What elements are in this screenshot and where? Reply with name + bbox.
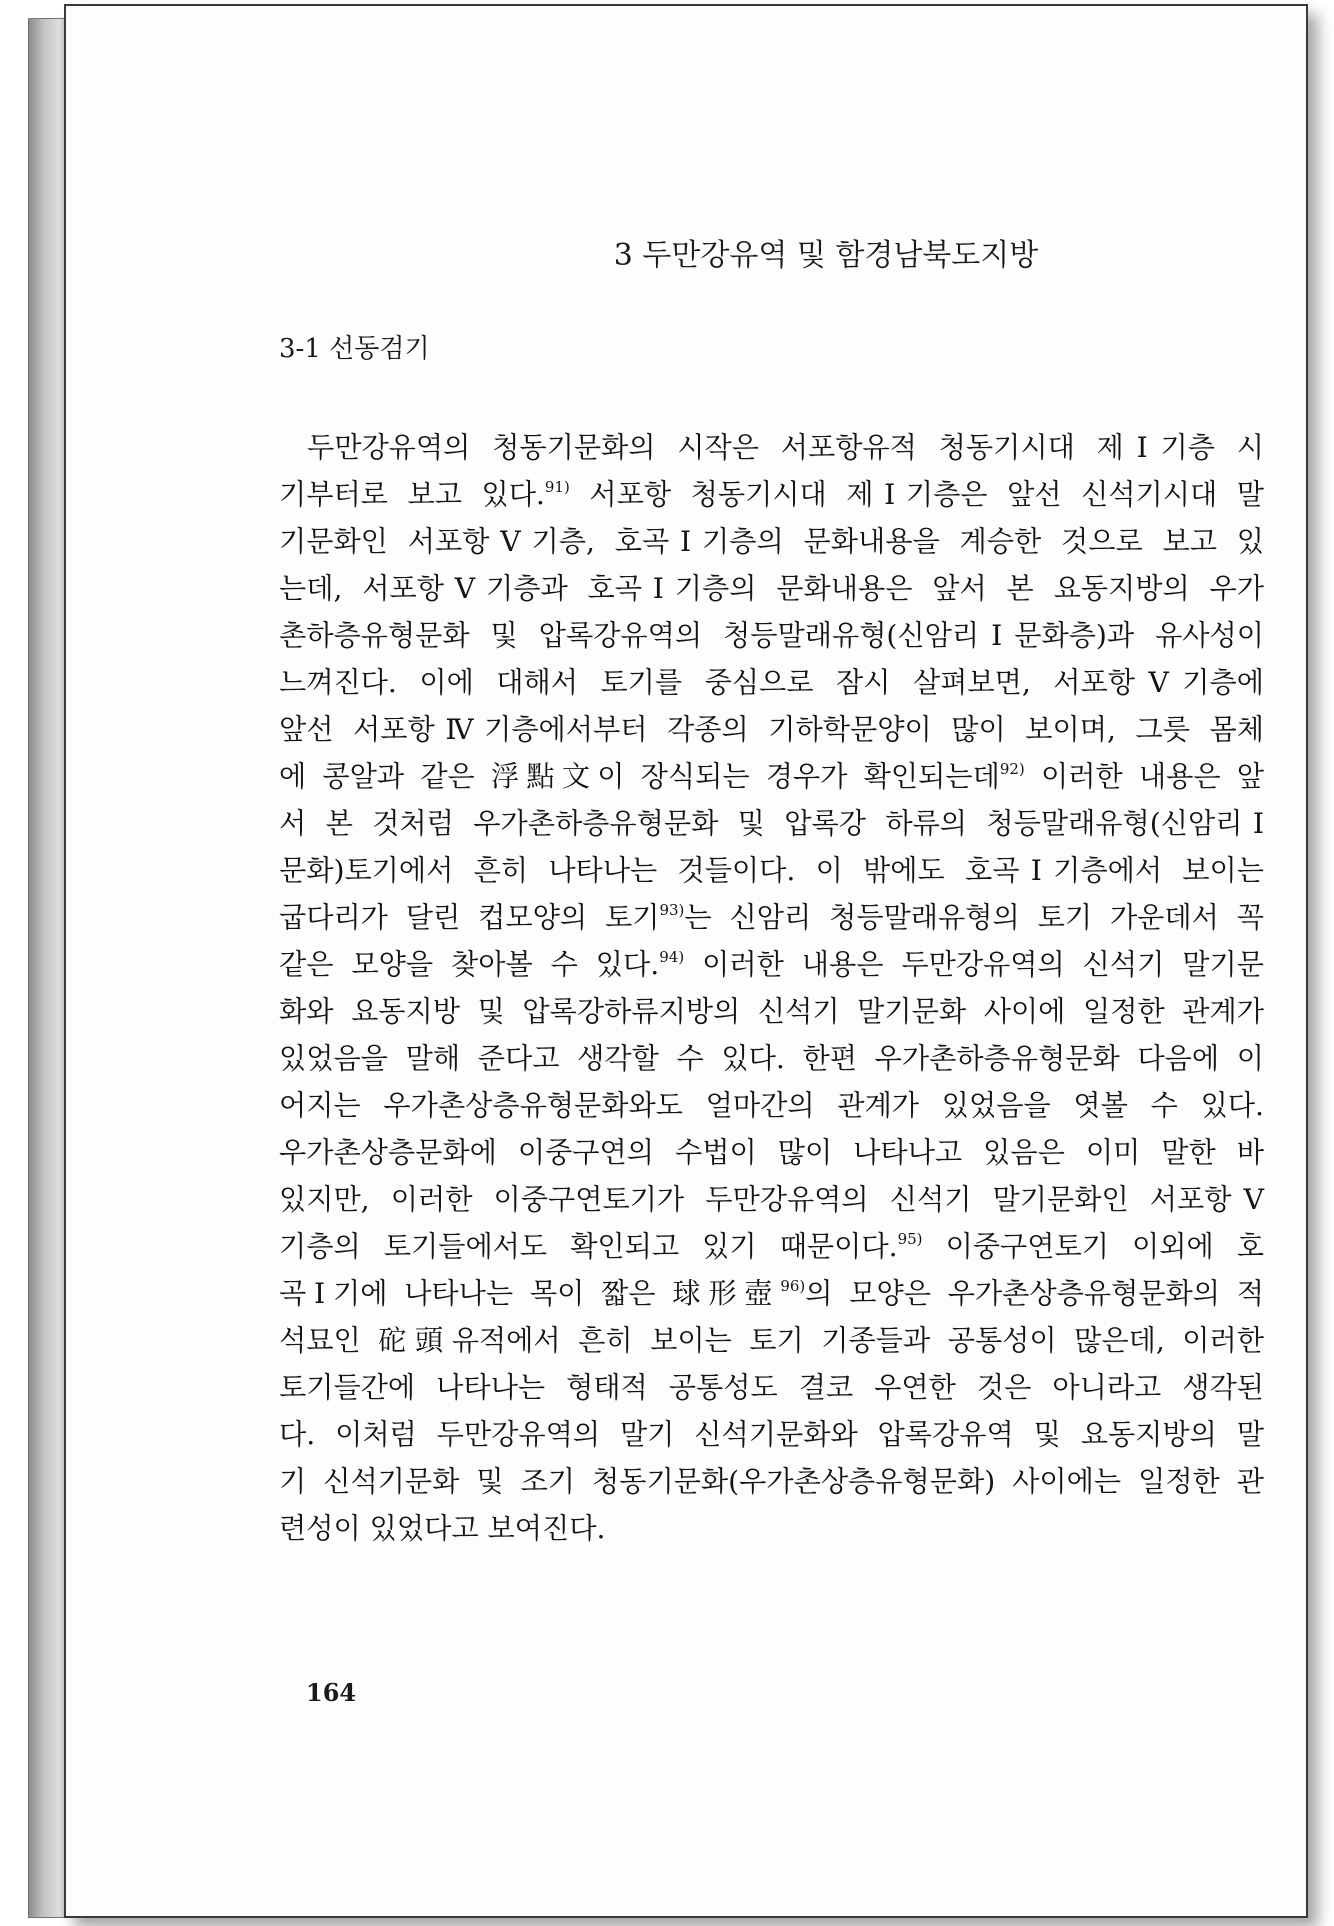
text-line	[279, 659, 1264, 706]
line-text: 기문화인 서포항Ⅴ기층, 호곡Ⅰ기층의 문화내용을 계승한 것으로 보고 있	[279, 525, 1264, 558]
line-text-tail: 의 모양은 우가촌상층유형문화의 적	[805, 1277, 1264, 1310]
text-line	[279, 894, 1264, 941]
text-line	[279, 1458, 1264, 1505]
text-line	[279, 800, 1264, 847]
line-text-tail: 서포항 청동기시대 제Ⅰ기층은 앞선 신석기시대 말	[569, 478, 1264, 511]
page-number: 164	[306, 1678, 357, 1707]
book-scan	[28, 4, 1308, 1916]
book-spine	[28, 18, 68, 1918]
text-line	[279, 1082, 1264, 1129]
text-line	[279, 1270, 1264, 1317]
line-text: 우가촌상층문화에 이중구연의 수법이 많이 나타나고 있음은 이미 말한 바	[279, 1136, 1264, 1169]
line-text: 는데, 서포항Ⅴ기층과 호곡Ⅰ기층의 문화내용은 앞서 본 요동지방의 우가	[279, 572, 1264, 605]
line-text-tail: 는 신암리 청등말래유형의 토기 가운데서 꼭	[684, 901, 1264, 934]
line-text: 느껴진다. 이에 대해서 토기를 중심으로 잠시 살펴보면, 서포항Ⅴ기층에	[279, 666, 1264, 699]
text-line	[279, 1411, 1264, 1458]
text-line	[279, 706, 1264, 753]
line-text: 기부터로 보고 있다.	[279, 478, 545, 511]
chapter-title: 3 두만강유역 및 함경남북도지방	[613, 238, 1039, 273]
footnote-marker: 96)	[780, 1277, 806, 1295]
text-line	[279, 471, 1264, 518]
line-text-tail: 이러한 내용은 두만강유역의 신석기 말기문	[684, 948, 1264, 981]
line-text: 어지는 우가촌상층유형문화와도 얼마간의 관계가 있었음을 엿볼 수 있다.	[279, 1089, 1264, 1122]
footnote-marker: 91)	[544, 478, 570, 496]
text-line	[279, 988, 1264, 1035]
text-line	[279, 1317, 1264, 1364]
text-line	[279, 424, 1264, 471]
text-line	[279, 1505, 1264, 1552]
line-text: 토기들간에 나타나는 형태적 공통성도 결코 우연한 것은 아니라고 생각된	[279, 1371, 1264, 1404]
book-page	[64, 4, 1308, 1918]
line-text-tail: 이중구연토기 이외에 호	[922, 1230, 1265, 1263]
line-text: 있었음을 말해 준다고 생각할 수 있다. 한편 우가촌하층유형문화 다음에 이	[279, 1042, 1264, 1075]
footnote-marker: 94)	[659, 948, 685, 966]
text-line	[279, 1364, 1264, 1411]
text-line	[279, 565, 1264, 612]
text-line	[279, 612, 1264, 659]
line-text: 곡Ⅰ기에 나타나는 목이 짧은 球形壺	[279, 1277, 781, 1310]
footnote-marker: 92)	[999, 760, 1025, 778]
line-text: 서 본 것처럼 우가촌하층유형문화 및 압록강 하류의 청등말래유형(신암리Ⅰ	[279, 807, 1264, 840]
text-line	[279, 1176, 1264, 1223]
text-line	[279, 847, 1264, 894]
line-text: 촌하층유형문화 및 압록강유역의 청등말래유형(신암리Ⅰ문화층)과 유사성이	[279, 619, 1264, 652]
text-line	[279, 1223, 1264, 1270]
line-text: 기층의 토기들에서도 확인되고 있기 때문이다.	[279, 1230, 898, 1263]
section-title: 3-1 선동검기	[279, 334, 430, 364]
line-text: 석묘인 砣頭유적에서 흔히 보이는 토기 기종들과 공통성이 많은데, 이러한	[279, 1324, 1264, 1357]
line-text: 두만강유역의 청동기문화의 시작은 서포항유적 청동기시대 제Ⅰ기층 시	[307, 431, 1264, 464]
body-paragraph	[279, 424, 1264, 1552]
line-text: 있지만, 이러한 이중구연토기가 두만강유역의 신석기 말기문화인 서포항Ⅴ	[279, 1183, 1264, 1216]
line-text: 같은 모양을 찾아볼 수 있다.	[279, 948, 660, 981]
line-text: 화와 요동지방 및 압록강하류지방의 신석기 말기문화 사이에 일정한 관계가	[279, 995, 1264, 1028]
text-line	[279, 518, 1264, 565]
line-text: 기 신석기문화 및 조기 청동기문화(우가촌상층유형문화) 사이에는 일정한 관	[279, 1465, 1264, 1498]
line-text: 앞선 서포항Ⅳ기층에서부터 각종의 기하학문양이 많이 보이며, 그릇 몸체	[279, 713, 1264, 746]
line-text: 에 콩알과 같은 浮點文이 장식되는 경우가 확인되는데	[279, 760, 1000, 793]
footnote-marker: 93)	[659, 901, 685, 919]
footnote-marker: 95)	[897, 1230, 923, 1248]
line-text: 문화)토기에서 흔히 나타나는 것들이다. 이 밖에도 호곡Ⅰ기층에서 보이는	[279, 854, 1264, 887]
text-line	[279, 1129, 1264, 1176]
text-line	[279, 941, 1264, 988]
line-text: 굽다리가 달린 컵모양의 토기	[279, 901, 660, 934]
text-line	[279, 1035, 1264, 1082]
line-text: 다. 이처럼 두만강유역의 말기 신석기문화와 압록강유역 및 요동지방의 말	[279, 1418, 1264, 1451]
line-text-tail: 이러한 내용은 앞	[1024, 760, 1264, 793]
text-line	[279, 753, 1264, 800]
line-text: 련성이 있었다고 보여진다.	[279, 1512, 606, 1545]
